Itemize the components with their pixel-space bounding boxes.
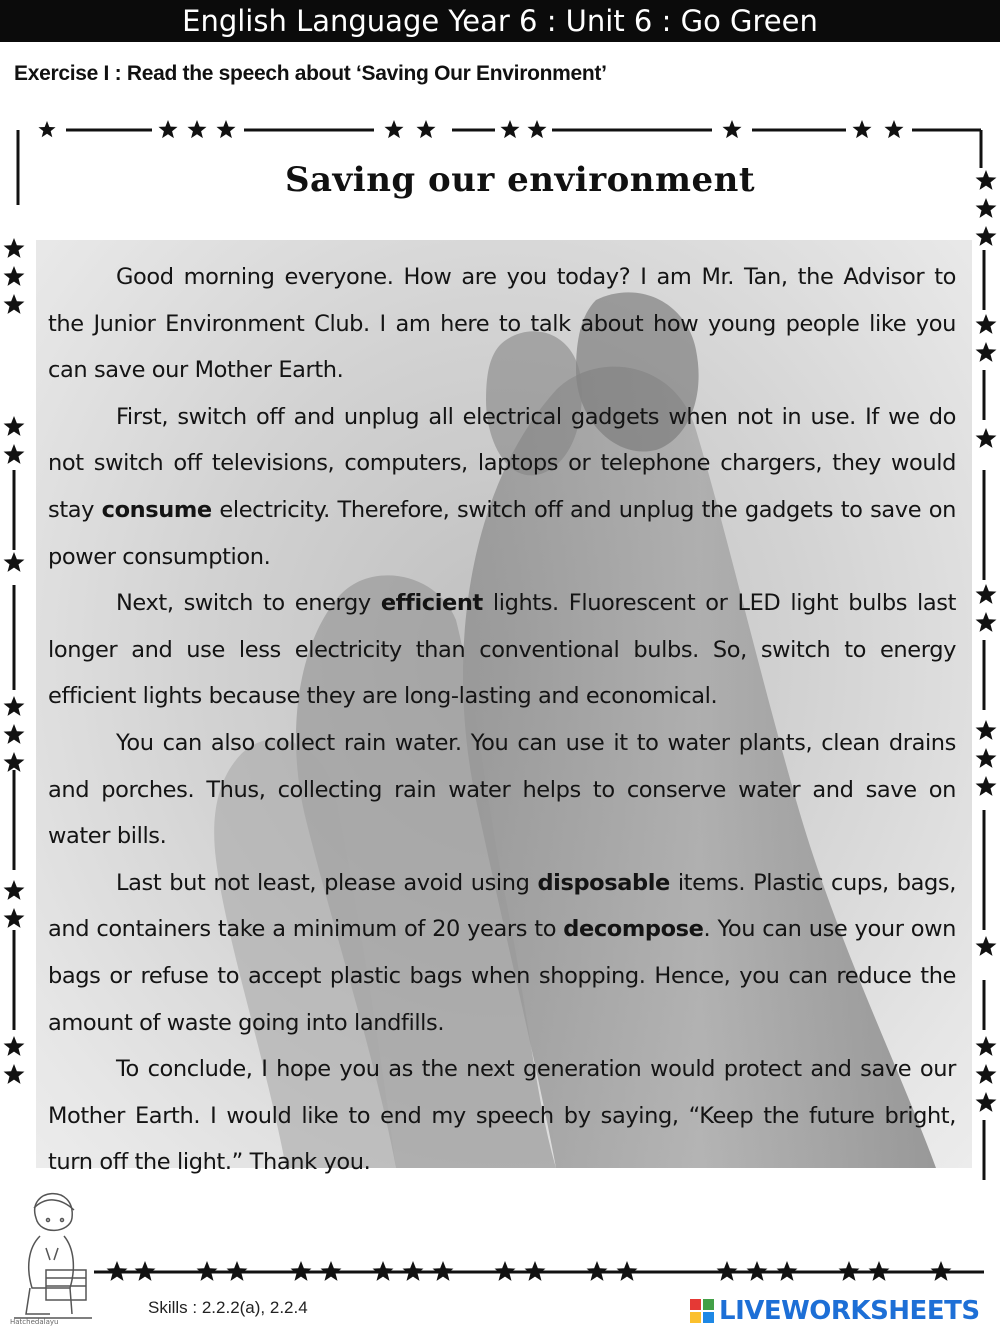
- skills-text: Skills : 2.2.2(a), 2.2.4: [148, 1298, 308, 1317]
- speech-paragraph: [48, 580, 956, 720]
- speech-run: lights. Fluorescent or LED light bulbs last longer and use less electricity than conventional bulbs. So, switch to energy efficient lights because they are long-lasting and economical.: [48, 590, 957, 710]
- speech-run: You can also collect rain water. You can use it to water plants, clean drains and porches. Thus, collecting rain water helps to conserve water and save on water bills.: [48, 729, 956, 850]
- speech-paragraph: [48, 720, 956, 860]
- speech-text: [48, 254, 956, 1186]
- speech-run: To conclude, I hope you as the next generation would protect and save our Mother Earth. I would like to end my speech by saying, “Keep the future bright, turn off the light.” Thank you.: [48, 1056, 956, 1176]
- speech-run: electricity. Therefore, switch off and unplug the gadgets to save on power consumption.: [48, 496, 956, 570]
- speech-paragraph: [48, 1046, 956, 1186]
- speech-paragraph: [48, 860, 956, 1046]
- speech-paragraph: [48, 254, 956, 394]
- liveworksheets-logo[interactable]: [690, 1294, 980, 1328]
- vocabulary-word: efficient: [380, 590, 483, 617]
- exercise-instruction: Exercise I : Read the speech about ‘Saving Our Environment’: [14, 62, 607, 85]
- liveworksheets-brand: LIVEWORKSHEETS: [719, 1296, 980, 1326]
- signature-text: Hatchedalayu: [10, 1318, 59, 1326]
- speech-run: First, switch off and unplug all electrical gadgets when not in use. If we do not switch off televisions, computers, laptops or telephone chargers, they would stay: [48, 403, 956, 523]
- speech-run: . You can use your own bags or refuse to accept plastic bags when shopping. Hence, you can reduce the amount of waste going into landfills.: [48, 916, 956, 1036]
- speech-run: Last but not least, please avoid using: [116, 869, 538, 896]
- speech-run: Next, switch to energy: [116, 590, 381, 617]
- liveworksheets-badge-icon: [690, 1299, 714, 1323]
- speech-run: items. Plastic cups, bags, and containers take a minimum of 20 years to: [48, 869, 956, 943]
- vocabulary-word: disposable: [537, 869, 670, 896]
- speech-paragraph: [48, 394, 956, 580]
- document-title: Saving our environment: [284, 160, 756, 200]
- vocabulary-word: consume: [101, 496, 212, 523]
- header-bar: [0, 0, 1000, 42]
- speech-run: Good morning everyone. How are you today? I am Mr. Tan, the Advisor to the Junior Environment Club. I am here to talk about how young people like you can save our Mother Earth.: [48, 264, 956, 384]
- header-title: English Language Year 6 : Unit 6 : Go Green: [182, 4, 818, 38]
- vocabulary-word: decompose: [563, 916, 704, 943]
- child-reading-icon: [6, 1178, 98, 1326]
